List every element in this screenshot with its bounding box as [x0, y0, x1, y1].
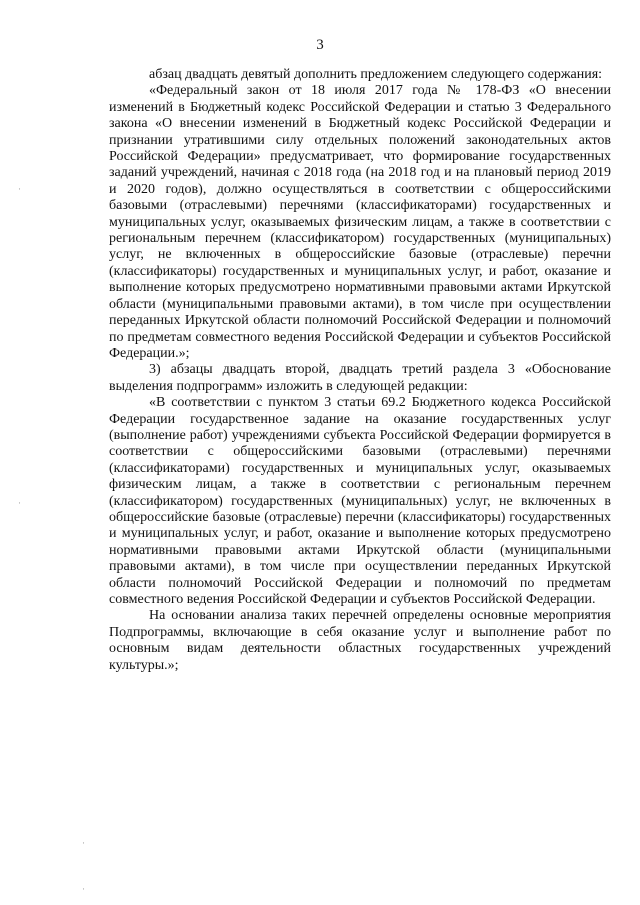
margin-mark: · — [18, 498, 21, 508]
margin-mark: · — [82, 838, 85, 848]
paragraph-budget-code-quote: «В соответствии с пунктом 3 статьи 69.2 Бюджетного кодекса Российской Федерации государственное задание на оказание государственных услуг (выполнение работ) учреждениями субъекта Российской Федерации формируется в соответствии с общероссийскими базовыми (отраслевыми) перечнями (классификаторами) государственных и муниципальных услуг, оказываемых физическим лицам, а также в соответствии с региональным перечнем (классификатором) государственных (муниципальных) услуг, не включенных в общероссийские базовые (отраслевые) перечни (классификаторы) государственных и муниципальных услуг, и работ, оказание и выполнение которых предусмотрено нормативными правовыми актами Иркутской области (муниципальными правовыми актами), в том числе при осуществлении переданных Иркутской области полномочий Российской Федерации и полномочий по предметам совместного ведения Российской Федерации и субъектов Российской Федерации. — [109, 395, 611, 607]
margin-mark: · — [82, 884, 85, 894]
paragraph-amendment-intro: абзац двадцать девятый дополнить предложением следующего содержания: — [149, 67, 603, 82]
paragraph-federal-law-quote: «Федеральный закон от 18 июля 2017 года № 178-ФЗ «О внесении изменений в Бюджетный кодекс Российской Федерации и статью 3 Федерального закона «О внесении изменений в Бюджетный кодекс Российской Федерации и признании утратившими силу отдельных положений законодательных актов Российской Федерации» предусматривает, что формирование государственных заданий учреждений, начиная с 2018 года (на 2018 год и на плановый период 2019 и 2020 годов), должно осуществляться в соответствии с общероссийскими базовыми (отраслевыми) перечнями (классификаторами) государственных и муниципальных услуг, оказываемых физическим лицам, а также в соответствии с региональным перечнем (классификатором) государственных (муниципальных) услуг, не включенных в общероссийские базовые (отраслевые) перечни (классификаторы) государственных и муниципальных услуг, и работ, оказание и выполнение которых предусмотрено нормативными правовыми актами Иркутской области (муниципальными правовыми актами), в том числе при осуществлении переданных Иркутской области полномочий Российской Федерации и полномочий по предметам совместного ведения Российской Федерации и субъектов Российской Федерации.»; — [109, 83, 611, 361]
document-body — [109, 67, 611, 674]
page-number: 3 — [316, 37, 324, 53]
paragraph-analysis-conclusion: На основании анализа таких перечней определены основные мероприятия Подпрограммы, включающие в себя оказание услуг и выполнение работ по основным видам деятельности областных государственных учреждений культуры.»; — [109, 608, 611, 673]
paragraph-section-3-instruction: 3) абзацы двадцать второй, двадцать третий раздела 3 «Обоснование выделения подпрограмм» изложить в следующей редакции: — [109, 362, 611, 394]
margin-mark: · — [18, 184, 21, 194]
